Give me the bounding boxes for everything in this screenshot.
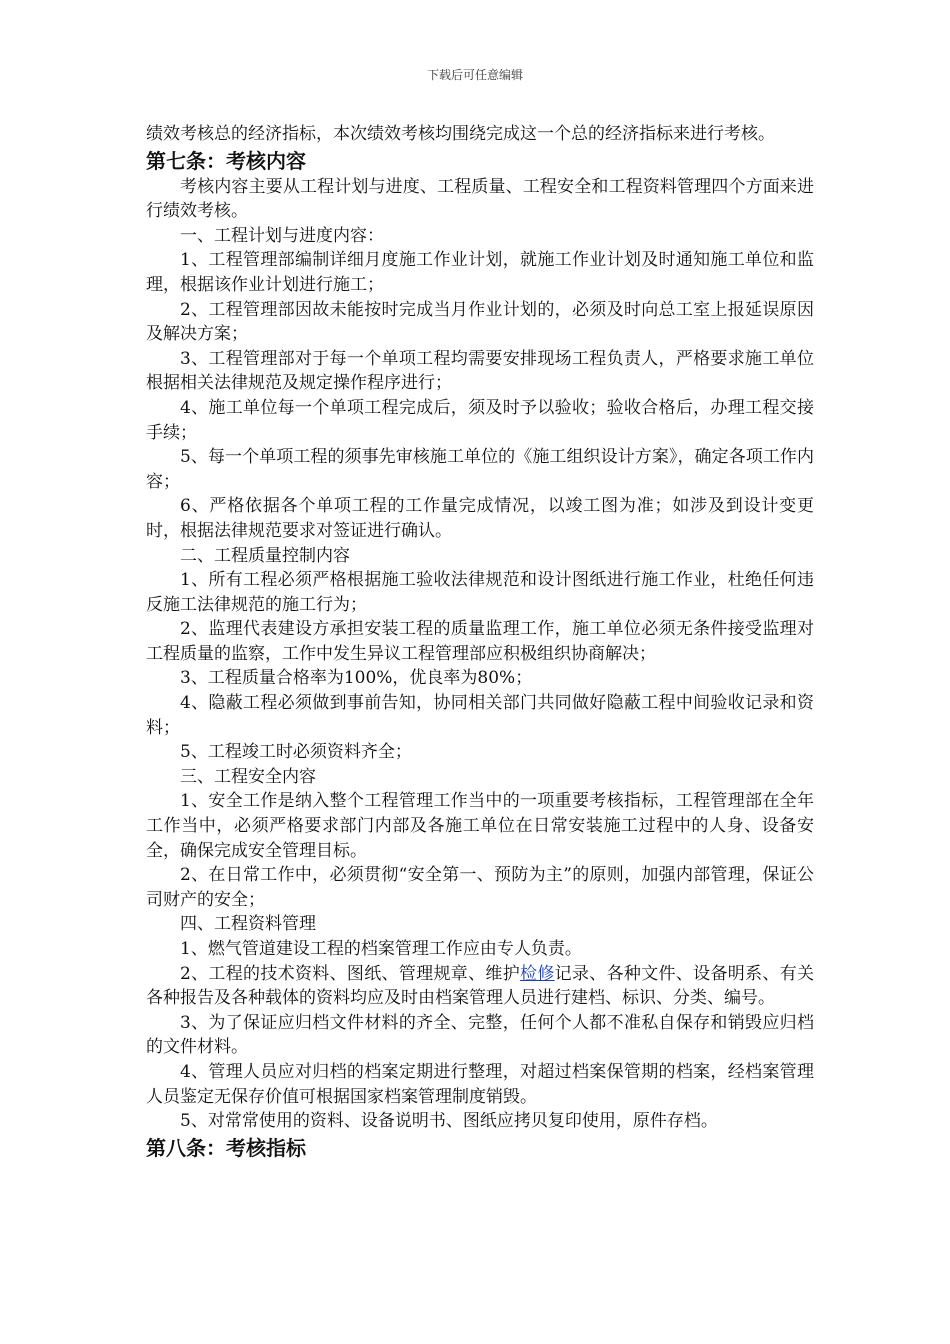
section-2-item: 2、监理代表建设方承担安装工程的质量监理工作，施工单位必须无条件接受监理对工程质量的监察，工作中发生异议工程管理部应积极组织协商解决； <box>146 619 814 664</box>
section-4-item: 3、为了保证应归档文件材料的齐全、完整，任何个人都不准私自保存和销毁应归档的文件材料。 <box>146 1012 814 1058</box>
section-1-title: 一、工程计划与进度内容： <box>180 225 384 246</box>
section-1-item: 6、严格依据各个单项工程的工作量完成情况，以竣工图为准；如涉及到设计变更时，根据法律规范要求对签证进行确认。 <box>146 496 814 541</box>
section-4-item <box>146 962 814 1011</box>
intro-paragraph: 绩效考核总的经济指标，本次绩效考核均围绕完成这一个总的经济指标来进行考核。 <box>146 124 775 144</box>
section-2-item: 1、所有工程必须严格根据施工验收法律规范和设计图纸进行施工作业，杜绝任何违反施工法律规范的施工行为； <box>146 570 814 615</box>
section-2-item: 5、工程竣工时必须资料齐全； <box>180 742 412 763</box>
section-1-item: 5、每一个单项工程的须事先审核施工单位的《施工组织设计方案》，确定各项工作内容； <box>146 447 814 492</box>
section-4-title: 四、工程资料管理 <box>180 914 316 935</box>
section-2-item: 3、工程质量合格率为100%，优良率为80%； <box>180 668 533 689</box>
maintenance-link[interactable]: 检修 <box>520 963 555 984</box>
section-1-item: 4、施工单位每一个单项工程完成后，须及时予以验收；验收合格后，办理工程交接手续； <box>146 397 814 443</box>
section-3-item: 2、在日常工作中，必须贯彻“安全第一、预防为主”的原则，加强内部管理，保证公司财产的安全； <box>146 865 814 910</box>
section-4-item-2-start: 2、工程的技术资料、图纸、管理规章、维护 <box>180 963 521 984</box>
section-3-item: 1、安全工作是纳入整个工程管理工作当中的一项重要考核指标，工程管理部在全年工作当中，必须严格要求部门内部及各施工单位在日常安装施工过程中的人身、设备安全，确保完成安全管理目标。 <box>146 791 814 861</box>
section-1-item: 3、工程管理部对于每一个单项工程均需要安排现场工程负责人，严格要求施工单位根据相关法律规范及规定操作程序进行； <box>146 348 814 394</box>
section-2-title: 二、工程质量控制内容 <box>180 545 350 566</box>
section-4-item: 5、对常常使用的资料、设备说明书、图纸应拷贝复印使用，原件存档。 <box>180 1111 718 1132</box>
section-1-item: 1、工程管理部编制详细月度施工作业计划，就施工作业计划及时通知施工单位和监理，根据该作业计划进行施工； <box>146 250 814 295</box>
section-3-title: 三、工程安全内容 <box>180 766 316 787</box>
section-4-item: 1、燃气管道建设工程的档案管理工作应由专人负责。 <box>180 939 582 959</box>
article-7-intro: 考核内容主要从工程计划与进度、工程质量、工程安全和工程资料管理四个方面来进行绩效考核。 <box>146 176 814 222</box>
document-body <box>146 122 814 1162</box>
article-7-heading: 第七条：考核内容 <box>146 148 306 173</box>
section-2-item: 4、隐蔽工程必须做到事前告知，协同相关部门共同做好隐蔽工程中间验收记录和资料； <box>146 693 814 738</box>
page-header-note: 下载后可任意编辑 <box>426 68 523 82</box>
section-1-item: 2、工程管理部因故未能按时完成当月作业计划的，必须及时向总工室上报延误原因及解决方案； <box>146 299 814 345</box>
article-8-heading: 第八条：考核指标 <box>146 1135 306 1160</box>
section-4-item-2-end: 记录、各种文件、设备明系、有关各种报告及各种载体的资料均应及时由档案管理人员进行建档、标识、分类、编号。 <box>146 963 815 1009</box>
section-4-item: 4、管理人员应对归档的档案定期进行整理，对超过档案保管期的档案，经档案管理人员鉴定无保存价值可根据国家档案管理制度销毁。 <box>146 1061 814 1107</box>
